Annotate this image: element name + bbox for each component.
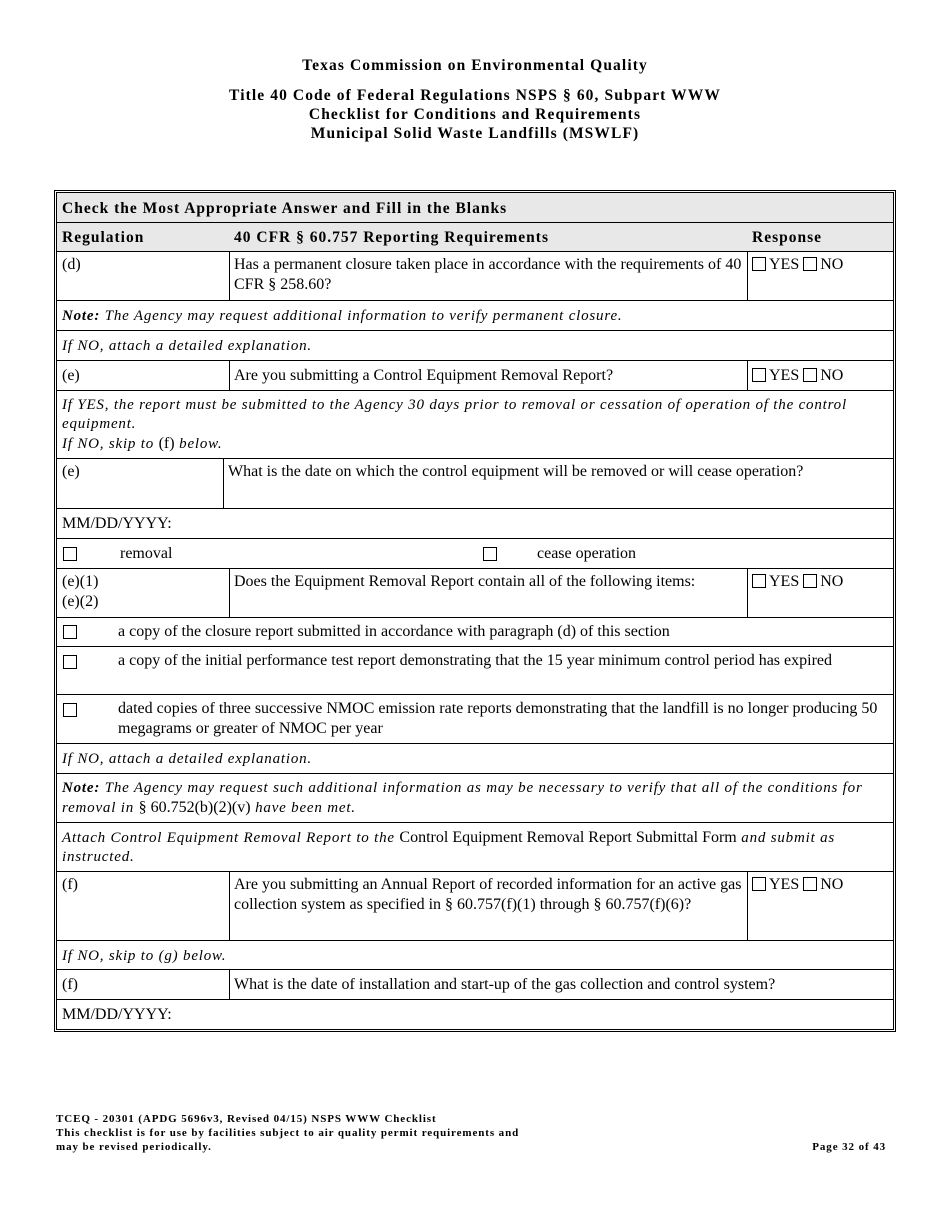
regulation-cell: (e): [62, 367, 80, 384]
agency-name: Texas Commission on Environmental Quality: [302, 57, 648, 74]
yes-label: YES: [769, 256, 800, 273]
item-checkbox[interactable]: [63, 655, 77, 669]
date-row: [57, 509, 893, 539]
no-label: NO: [820, 573, 844, 590]
date-label: MM/DD/YYYY:: [62, 515, 172, 532]
yes-checkbox[interactable]: [752, 368, 766, 382]
instruction-prefix: If NO, skip to: [62, 436, 155, 452]
title-line-checklist: Checklist for Conditions and Requirements: [308, 106, 642, 123]
note-text: [57, 301, 893, 330]
note-label: Note:: [62, 780, 101, 796]
cease-operation-label: cease operation: [537, 545, 637, 562]
item-checkbox[interactable]: [63, 625, 77, 639]
table-row: [57, 361, 893, 391]
instruction-row: [57, 941, 893, 970]
col-header-response: Response: [747, 223, 893, 251]
item-text: a copy of the initial performance test report demonstrating that the 15 year minimum control period has expired: [118, 652, 832, 669]
response-cell: [747, 252, 893, 300]
form-name: Control Equipment Removal Report Submittal Form: [399, 829, 737, 846]
table-row: [57, 970, 893, 1000]
yes-checkbox[interactable]: [752, 574, 766, 588]
item-checkbox[interactable]: [63, 703, 77, 717]
regulation-cell: (f): [62, 876, 78, 893]
footer-disclaimer-2: may be revised periodically.: [56, 1141, 212, 1153]
response-cell: [747, 361, 893, 390]
note-body-end: have been met.: [255, 800, 356, 816]
response-cell: [747, 569, 893, 617]
footer-form-info: [56, 1112, 519, 1154]
regulation-cell: (e): [62, 463, 80, 480]
instruction-text: If NO, skip to (g) below.: [62, 948, 227, 964]
footer-disclaimer-1: This checklist is for use by facilities subject to air quality permit requirements and: [56, 1127, 520, 1139]
title-line-regulation: Title 40 Code of Federal Regulations NSPS § 60, Subpart WWW: [229, 87, 721, 104]
date-label: MM/DD/YYYY:: [62, 1006, 172, 1023]
instruction-text: If NO, attach a detailed explanation.: [62, 338, 312, 354]
no-label: NO: [820, 256, 844, 273]
instruction-if-yes: If YES, the report must be submitted to the Agency 30 days prior to removal or cessation of operation of the control equipment.: [62, 397, 847, 432]
page-number: Page 32 of 43: [812, 1141, 886, 1153]
date-row: [57, 1000, 893, 1029]
question-annual-report: Are you submitting an Annual Report of recorded information for an active gas collection system as specified in § 60.757(f)(1) through § 60.757(f)(6)?: [234, 876, 742, 913]
question-report-contents: Does the Equipment Removal Report contain all of the following items:: [234, 573, 696, 590]
regulation-cell: [57, 569, 229, 617]
note-row: [57, 774, 893, 823]
note-label: Note:: [62, 308, 101, 324]
option-row: [57, 539, 893, 569]
yes-checkbox[interactable]: [752, 257, 766, 271]
date-field[interactable]: [57, 1000, 893, 1029]
list-item: [57, 695, 893, 744]
no-label: NO: [820, 367, 844, 384]
yes-label: YES: [769, 367, 800, 384]
no-checkbox[interactable]: [803, 257, 817, 271]
instruction-text: [57, 391, 893, 458]
table-title-row: [57, 193, 893, 223]
note-ref: § 60.752(b)(2)(v): [138, 799, 251, 816]
regulation-cell: (d): [62, 256, 81, 273]
table-row: [57, 872, 893, 941]
note-text: [57, 774, 893, 822]
instruction-suffix: and submit as instructed.: [62, 830, 836, 865]
table-row: [57, 569, 893, 618]
list-item: [57, 647, 893, 695]
instruction-ref: (f): [158, 435, 175, 452]
note-body: The Agency may request additional information to verify permanent closure.: [104, 308, 623, 324]
document-title: [0, 86, 950, 143]
removal-label: removal: [120, 545, 173, 562]
col-header-requirements: 40 CFR § 60.757 Reporting Requirements: [229, 223, 747, 251]
instruction-text: [57, 823, 893, 871]
yes-label: YES: [769, 876, 800, 893]
instruction-suffix: below.: [179, 436, 223, 452]
yes-checkbox[interactable]: [752, 877, 766, 891]
list-item: [57, 618, 893, 647]
col-header-regulation: Regulation: [57, 223, 229, 251]
instruction-row: [57, 744, 893, 774]
cease-operation-checkbox[interactable]: [483, 547, 497, 561]
table-title: Check the Most Appropriate Answer and Fill in the Blanks: [57, 193, 893, 222]
question-installation-date: What is the date of installation and start-up of the gas collection and control system?: [234, 976, 776, 993]
title-line-mswlf: Municipal Solid Waste Landfills (MSWLF): [310, 125, 640, 142]
date-field[interactable]: [57, 509, 893, 538]
item-text: dated copies of three successive NMOC emission rate reports demonstrating that the landfill is no longer producing 50 megagrams or greater of NMOC per year: [118, 700, 878, 737]
no-checkbox[interactable]: [803, 877, 817, 891]
agency-title: [0, 56, 950, 75]
table-row: [57, 459, 893, 509]
no-checkbox[interactable]: [803, 368, 817, 382]
question-permanent-closure: Has a permanent closure taken place in accordance with the requirements of 40 CFR § 258.60?: [234, 256, 742, 293]
note-body: The Agency may request such additional information as may be necessary to verify that all of the conditions for removal in: [62, 780, 863, 816]
checklist-table: [54, 190, 896, 1032]
footer-form-id: TCEQ - 20301 (APDG 5696v3, Revised 04/15) NSPS WWW Checklist: [56, 1113, 437, 1125]
regulation-ref-1: (e)(1): [62, 573, 99, 590]
column-header-row: [57, 223, 893, 252]
regulation-cell: (f): [62, 976, 78, 993]
note-row: [57, 301, 893, 331]
instruction-row: [57, 331, 893, 361]
no-checkbox[interactable]: [803, 574, 817, 588]
instruction-if-no: [62, 434, 888, 454]
table-row: [57, 252, 893, 301]
instruction-text: If NO, attach a detailed explanation.: [62, 751, 312, 767]
instruction-prefix: Attach Control Equipment Removal Report to the: [62, 830, 395, 846]
response-cell: [747, 872, 893, 940]
no-label: NO: [820, 876, 844, 893]
regulation-ref-2: (e)(2): [62, 593, 99, 610]
yes-label: YES: [769, 573, 800, 590]
question-removal-date: What is the date on which the control equipment will be removed or will cease operation?: [228, 463, 804, 480]
item-text: a copy of the closure report submitted in accordance with paragraph (d) of this section: [118, 623, 670, 640]
removal-checkbox[interactable]: [63, 547, 77, 561]
question-removal-report: Are you submitting a Control Equipment Removal Report?: [234, 367, 614, 384]
instruction-row: [57, 391, 893, 459]
instruction-row: [57, 823, 893, 872]
